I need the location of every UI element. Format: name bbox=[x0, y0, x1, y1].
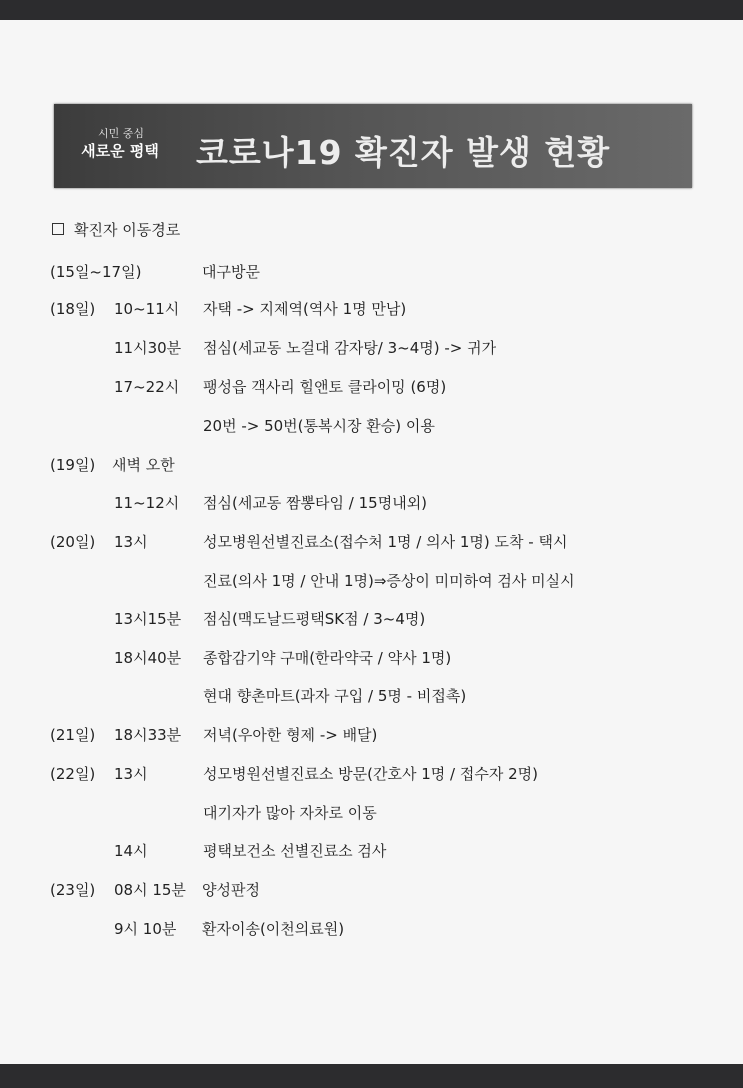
entry-desc: 성모병원선별진료소(접수처 1명 / 의사 1명) 도착 - 택시 bbox=[203, 533, 568, 551]
entry-date: (21일) bbox=[50, 726, 96, 744]
entry-desc: 자택 -> 지제역(역사 1명 만남) bbox=[203, 300, 407, 318]
slogan-small: 시민 중심 bbox=[97, 127, 144, 140]
entry-desc: 점심(맥도날드평택SK점 / 3~4명) bbox=[203, 610, 426, 628]
entry-desc: 성모병원선별진료소 방문(간호사 1명 / 접수자 2명) bbox=[203, 765, 538, 783]
entry-time: 18시40분 bbox=[114, 649, 182, 667]
checkbox-icon bbox=[52, 223, 64, 235]
entry-time: 10~11시 bbox=[114, 300, 180, 318]
section-header bbox=[52, 219, 180, 240]
entry-desc: 20번 -> 50번(통복시장 환승) 이용 bbox=[203, 417, 435, 435]
entry-desc: 현대 향촌마트(과자 구입 / 5명 - 비접촉) bbox=[203, 687, 467, 705]
entry-date: (15일~17일) bbox=[50, 263, 142, 281]
entry-desc: 평택보건소 선별진료소 검사 bbox=[203, 842, 387, 860]
entry-time: 08시 15분 bbox=[114, 881, 186, 899]
entry-desc: 양성판정 bbox=[202, 881, 260, 899]
entry-date: (18일) bbox=[50, 300, 96, 318]
entry-time: 13시 bbox=[114, 765, 148, 783]
entry-time: 9시 10분 bbox=[114, 920, 177, 938]
page-title: 코로나19 확진자 발생 현황 bbox=[196, 133, 611, 172]
entry-time: 14시 bbox=[114, 842, 148, 860]
bottom-dark-bar bbox=[0, 1064, 743, 1088]
entry-date: (19일) bbox=[50, 456, 96, 474]
entry-time: 새벽 오한 bbox=[112, 456, 175, 474]
entry-time: 17~22시 bbox=[114, 378, 180, 396]
entry-time: 11시30분 bbox=[114, 339, 182, 357]
entry-date: (22일) bbox=[50, 765, 96, 783]
entry-desc: 점심(세교동 짬뽕타임 / 15명내외) bbox=[203, 494, 428, 512]
entry-time: 11~12시 bbox=[114, 494, 180, 512]
entry-desc: 대기자가 많아 자차로 이동 bbox=[203, 804, 377, 822]
entry-desc: 종합감기약 구매(한라약국 / 약사 1명) bbox=[203, 649, 452, 667]
slogan-logo: 새로운 평택 bbox=[81, 142, 159, 160]
entry-date: (20일) bbox=[50, 533, 96, 551]
entry-time: 13시 bbox=[114, 533, 148, 551]
entry-time: 13시15분 bbox=[114, 610, 182, 628]
entry-desc: 환자이송(이천의료원) bbox=[202, 920, 345, 938]
entry-time: 18시33분 bbox=[114, 726, 182, 744]
entry-date: (23일) bbox=[50, 881, 96, 899]
entry-desc: 점심(세교동 노걸대 감자탕/ 3~4명) -> 귀가 bbox=[203, 339, 497, 357]
entry-desc: 대구방문 bbox=[202, 263, 260, 281]
entry-desc: 진료(의사 1명 / 안내 1명)⇒증상이 미미하여 검사 미실시 bbox=[203, 572, 575, 590]
top-dark-bar bbox=[0, 0, 743, 20]
section-header-label: 확진자 이동경로 bbox=[74, 221, 181, 239]
entry-desc: 팽성읍 객사리 힐앤토 클라이밍 (6명) bbox=[203, 378, 447, 396]
entry-desc: 저녁(우아한 형제 -> 배달) bbox=[203, 726, 378, 744]
